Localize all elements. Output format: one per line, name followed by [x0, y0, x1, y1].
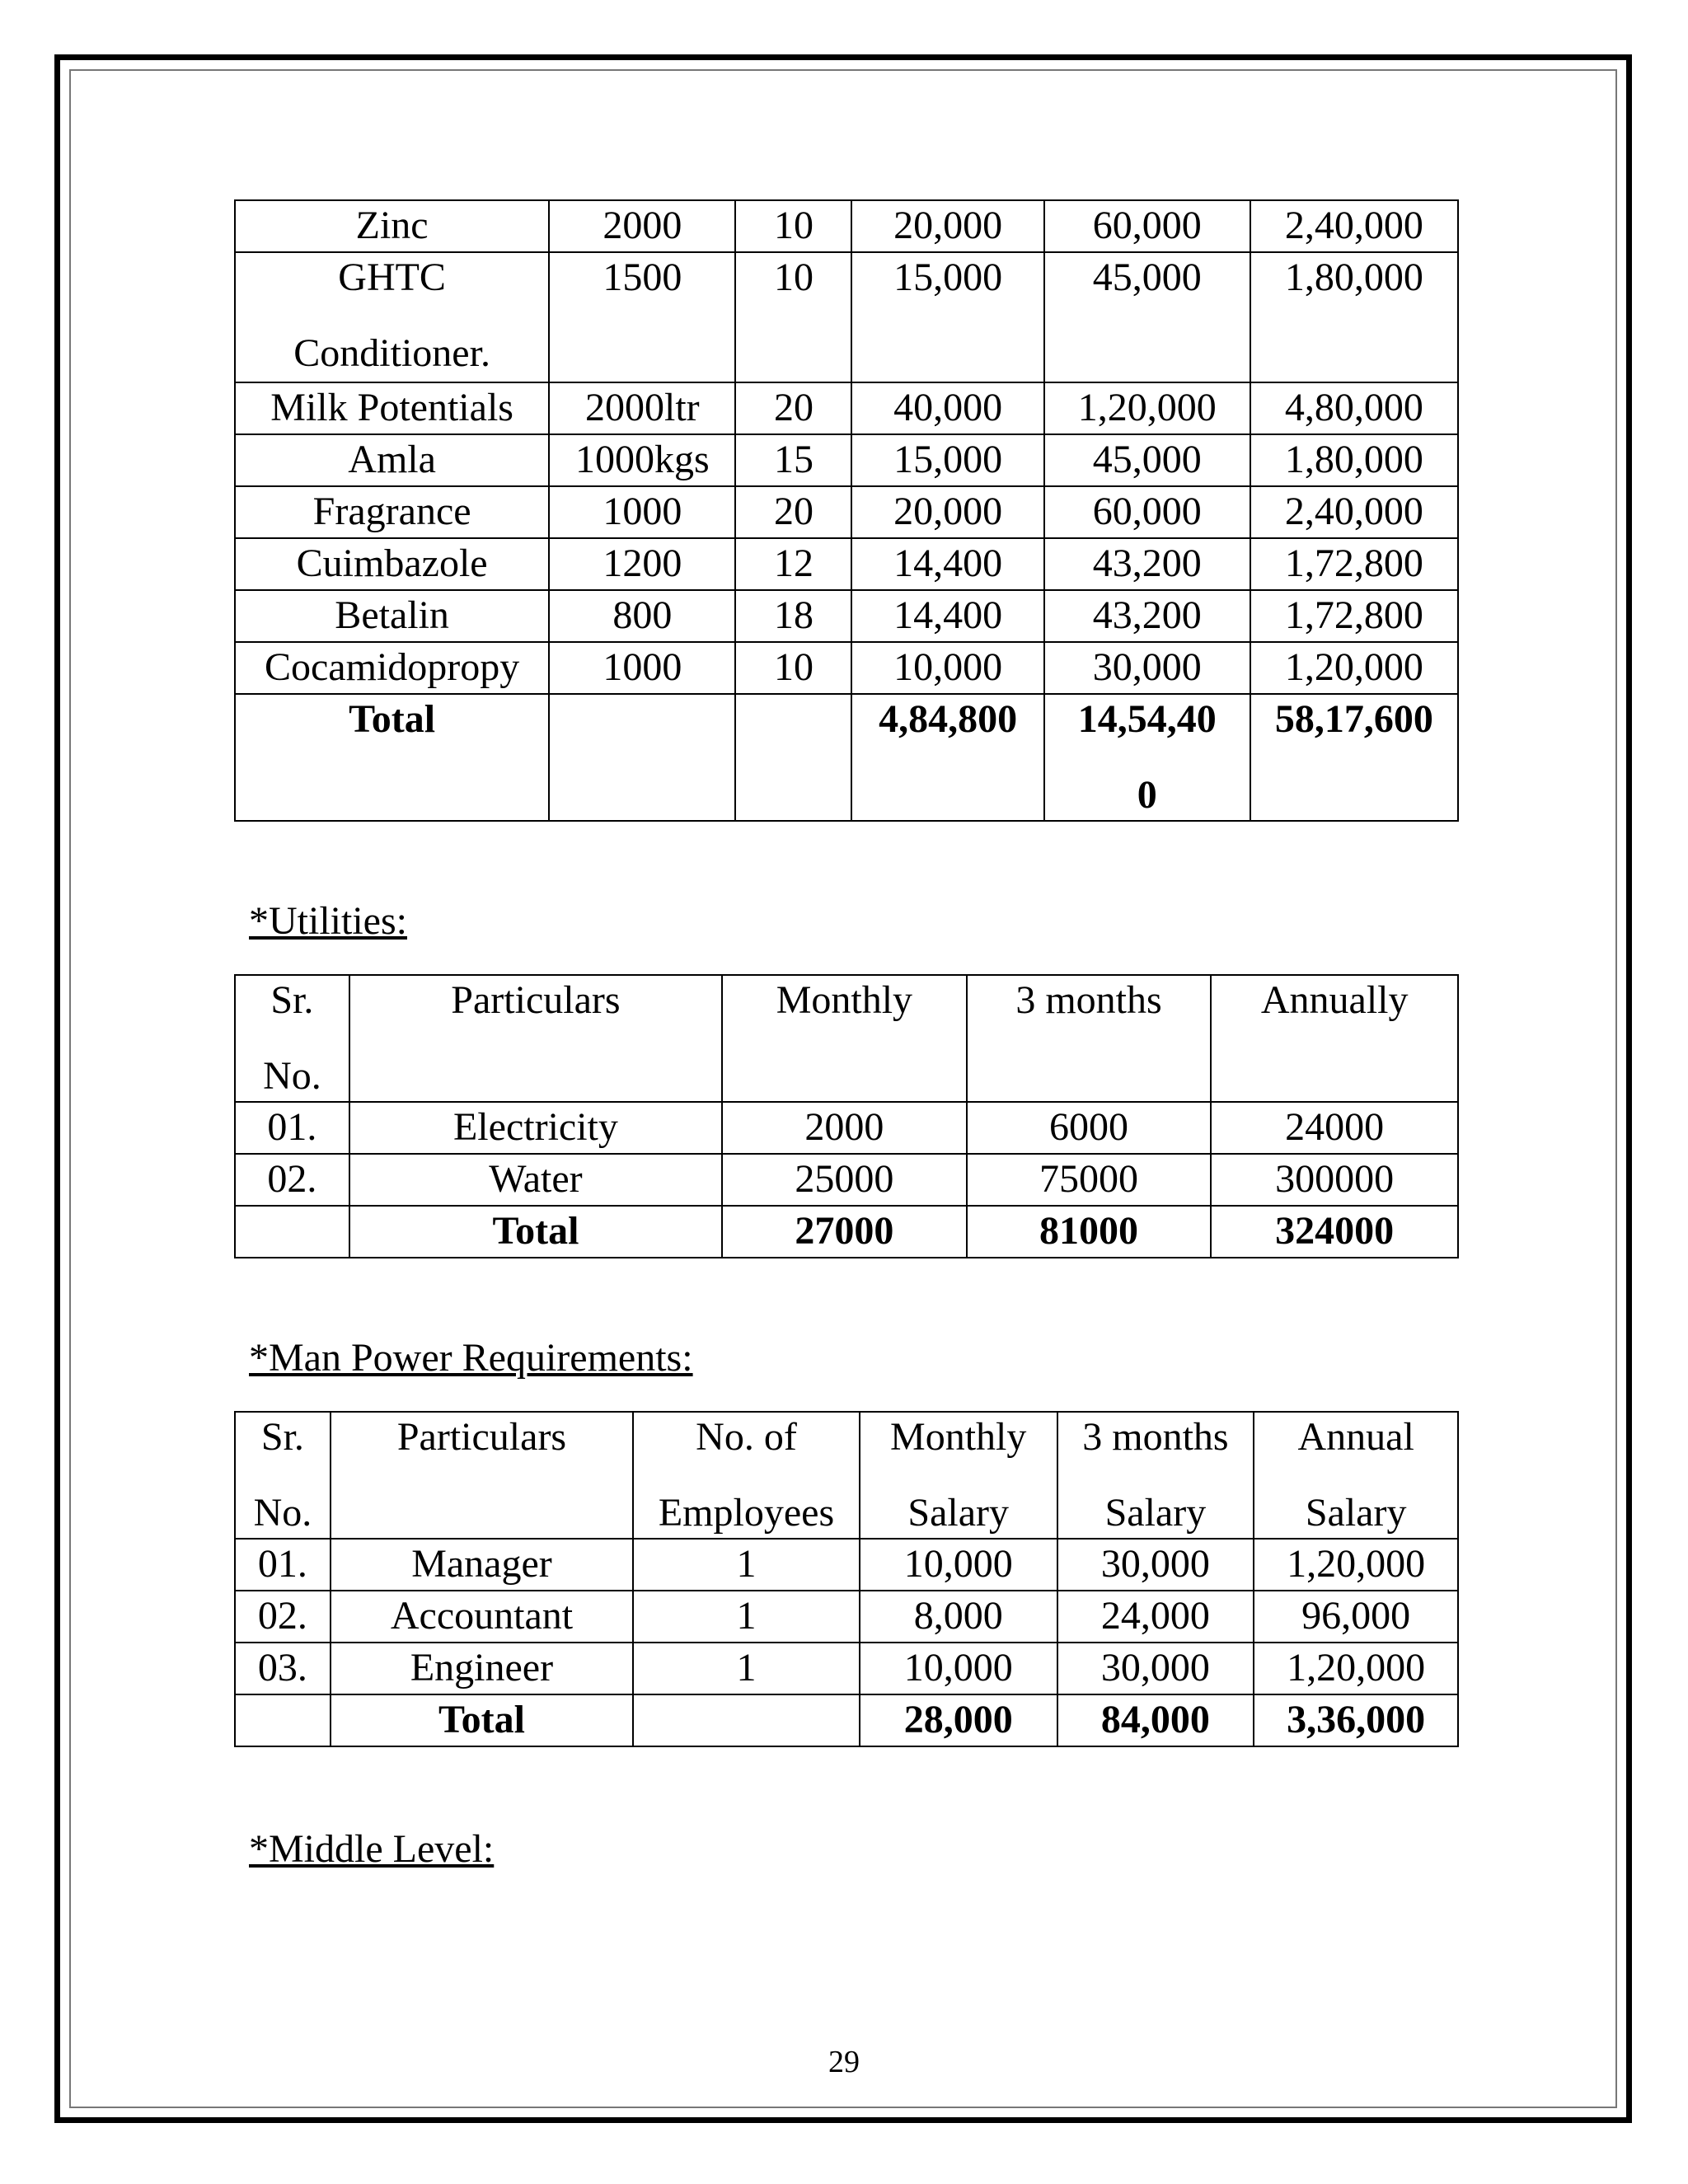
table-row [235, 1154, 1458, 1206]
three-months: 6000 [967, 1102, 1212, 1154]
quantity: 2000 [549, 200, 735, 252]
table-row [235, 200, 1458, 252]
monthly: 2000 [722, 1102, 967, 1154]
header-particulars: Particulars [349, 975, 722, 1102]
item-name: Zinc [235, 200, 549, 252]
rate: 20 [735, 382, 851, 434]
annual-cost: 2,40,000 [1250, 486, 1458, 538]
table-row [235, 1643, 1458, 1694]
item-name: Cocamidopropy [235, 642, 549, 694]
total-monthly: 27000 [722, 1206, 967, 1258]
total-label: Total [331, 1694, 633, 1746]
employees: 1 [633, 1643, 860, 1694]
annual-salary: 96,000 [1254, 1591, 1458, 1643]
header-monthly: Monthly [722, 975, 967, 1102]
monthly-salary: 8,000 [860, 1591, 1057, 1643]
monthly-salary: 10,000 [860, 1539, 1057, 1591]
total-annual: 3,36,000 [1254, 1694, 1458, 1746]
monthly-cost: 14,400 [851, 590, 1043, 642]
middle-level-heading: *Middle Level: [249, 1827, 495, 1871]
header-annual [1254, 1412, 1458, 1539]
total-quarterly-line1: 14,54,40 [1077, 697, 1217, 741]
header-row [235, 1412, 1458, 1539]
item-name [235, 252, 549, 382]
table-row [235, 642, 1458, 694]
quantity: 2000ltr [549, 382, 735, 434]
annual-cost: 1,72,800 [1250, 590, 1458, 642]
monthly-cost: 14,400 [851, 538, 1043, 590]
annual-cost: 2,40,000 [1250, 200, 1458, 252]
header-monthly [860, 1412, 1057, 1539]
item-name: Cuimbazole [235, 538, 549, 590]
quarterly-cost: 45,000 [1044, 434, 1250, 486]
total-row [235, 1694, 1458, 1746]
total-monthly: 28,000 [860, 1694, 1057, 1746]
particulars: Accountant [331, 1591, 633, 1643]
rate: 12 [735, 538, 851, 590]
rate: 15 [735, 434, 851, 486]
manpower-heading: *Man Power Requirements: [249, 1336, 693, 1380]
header-sr-line2: No. [263, 1054, 321, 1098]
table-row [235, 1102, 1458, 1154]
particulars: Engineer [331, 1643, 633, 1694]
item-name: Betalin [235, 590, 549, 642]
monthly-cost: 20,000 [851, 486, 1043, 538]
table-row [235, 252, 1458, 382]
empty-cell [235, 1206, 349, 1258]
total-quarterly-line2: 0 [1137, 773, 1157, 817]
rate: 20 [735, 486, 851, 538]
header-three-months: 3 months [967, 975, 1212, 1102]
quantity: 1200 [549, 538, 735, 590]
total-label: Total [349, 1206, 722, 1258]
monthly-cost: 15,000 [851, 252, 1043, 382]
rate: 10 [735, 200, 851, 252]
annual-salary: 1,20,000 [1254, 1643, 1458, 1694]
quarterly-cost: 60,000 [1044, 486, 1250, 538]
total-three-months: 81000 [967, 1206, 1212, 1258]
annually: 300000 [1211, 1154, 1458, 1206]
rate: 10 [735, 252, 851, 382]
header-annual-line2: Salary [1305, 1491, 1407, 1535]
item-name-line2: Conditioner. [293, 331, 490, 375]
rate: 18 [735, 590, 851, 642]
total-row [235, 1206, 1458, 1258]
header-sr-line1: Sr. [270, 978, 314, 1022]
total-annually: 324000 [1211, 1206, 1458, 1258]
empty-cell [735, 694, 851, 821]
quarterly-cost: 1,20,000 [1044, 382, 1250, 434]
total-annual: 58,17,600 [1250, 694, 1458, 821]
employees: 1 [633, 1539, 860, 1591]
empty-cell [633, 1694, 860, 1746]
annual-cost: 1,72,800 [1250, 538, 1458, 590]
header-sr [235, 975, 349, 1102]
particulars: Electricity [349, 1102, 722, 1154]
particulars: Water [349, 1154, 722, 1206]
quantity: 800 [549, 590, 735, 642]
quantity: 1000 [549, 486, 735, 538]
three-months-salary: 30,000 [1057, 1539, 1254, 1591]
annual-cost: 1,80,000 [1250, 434, 1458, 486]
total-row [235, 694, 1458, 821]
table-row [235, 434, 1458, 486]
table-row [235, 486, 1458, 538]
table-row [235, 590, 1458, 642]
materials-table [234, 199, 1459, 822]
item-name: Milk Potentials [235, 382, 549, 434]
annual-cost: 1,20,000 [1250, 642, 1458, 694]
item-name-line1: GHTC [338, 255, 446, 299]
table-row [235, 382, 1458, 434]
three-months: 75000 [967, 1154, 1212, 1206]
monthly-cost: 40,000 [851, 382, 1043, 434]
monthly: 25000 [722, 1154, 967, 1206]
header-row [235, 975, 1458, 1102]
page-number: 29 [828, 2045, 860, 2079]
sr-number: 03. [235, 1643, 331, 1694]
empty-cell [235, 1694, 331, 1746]
quarterly-cost: 45,000 [1044, 252, 1250, 382]
header-sr-line1: Sr. [260, 1415, 304, 1459]
header-three-months [1057, 1412, 1254, 1539]
quantity: 1000 [549, 642, 735, 694]
monthly-salary: 10,000 [860, 1643, 1057, 1694]
header-sr [235, 1412, 331, 1539]
sr-number: 01. [235, 1102, 349, 1154]
monthly-cost: 15,000 [851, 434, 1043, 486]
header-annual-line1: Annual [1297, 1415, 1414, 1459]
sr-number: 01. [235, 1539, 331, 1591]
annual-cost: 1,80,000 [1250, 252, 1458, 382]
sr-number: 02. [235, 1591, 331, 1643]
header-three-line2: Salary [1104, 1491, 1207, 1535]
header-employees [633, 1412, 860, 1539]
item-name: Amla [235, 434, 549, 486]
utilities-heading: *Utilities: [249, 899, 407, 943]
quarterly-cost: 60,000 [1044, 200, 1250, 252]
rate: 10 [735, 642, 851, 694]
header-three-line1: 3 months [1082, 1415, 1229, 1459]
quarterly-cost: 43,200 [1044, 538, 1250, 590]
total-three-months: 84,000 [1057, 1694, 1254, 1746]
header-sr-line2: No. [253, 1491, 312, 1535]
table-row [235, 538, 1458, 590]
three-months-salary: 24,000 [1057, 1591, 1254, 1643]
header-monthly-line2: Salary [907, 1491, 1010, 1535]
header-particulars: Particulars [331, 1412, 633, 1539]
annually: 24000 [1211, 1102, 1458, 1154]
header-monthly-line1: Monthly [890, 1415, 1027, 1459]
manpower-table [234, 1411, 1459, 1747]
employees: 1 [633, 1591, 860, 1643]
empty-cell [549, 694, 735, 821]
table-row [235, 1539, 1458, 1591]
header-employees-line1: No. of [696, 1415, 797, 1459]
header-employees-line2: Employees [658, 1491, 835, 1535]
total-label: Total [235, 694, 549, 821]
quantity: 1000kgs [549, 434, 735, 486]
utilities-table [234, 974, 1459, 1258]
total-monthly: 4,84,800 [851, 694, 1043, 821]
sr-number: 02. [235, 1154, 349, 1206]
quantity: 1500 [549, 252, 735, 382]
quarterly-cost: 43,200 [1044, 590, 1250, 642]
item-name: Fragrance [235, 486, 549, 538]
table-row [235, 1591, 1458, 1643]
particulars: Manager [331, 1539, 633, 1591]
monthly-cost: 10,000 [851, 642, 1043, 694]
quarterly-cost: 30,000 [1044, 642, 1250, 694]
total-quarterly [1044, 694, 1250, 821]
three-months-salary: 30,000 [1057, 1643, 1254, 1694]
monthly-cost: 20,000 [851, 200, 1043, 252]
annual-salary: 1,20,000 [1254, 1539, 1458, 1591]
header-annually: Annually [1211, 975, 1458, 1102]
annual-cost: 4,80,000 [1250, 382, 1458, 434]
